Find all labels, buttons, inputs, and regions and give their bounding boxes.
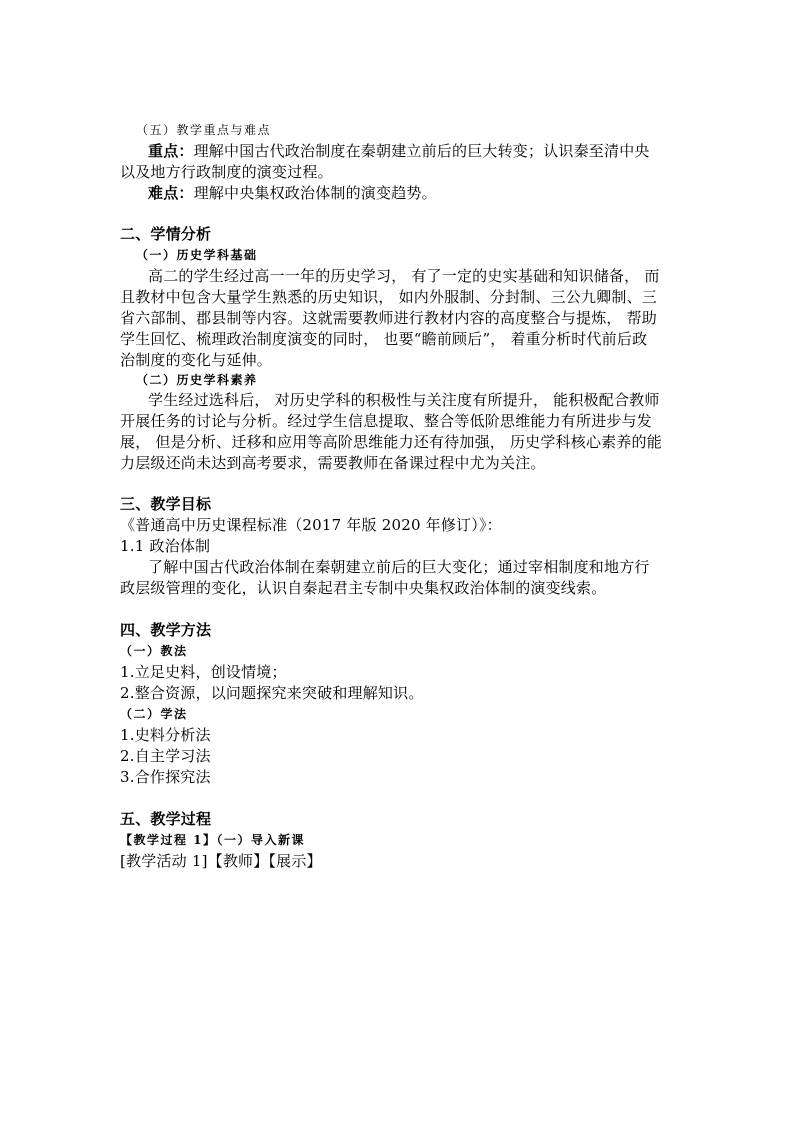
paragraph-line: 治制度的变化与延伸。 bbox=[120, 351, 273, 369]
key-point-text: 理解中国古代政治制度在秦朝建立前后的巨大转变；认识秦至清中央 bbox=[193, 142, 650, 160]
key-point-line-2: 以及地方行政制度的演变过程。 bbox=[120, 163, 333, 181]
difficulty-label: 难点： bbox=[148, 184, 194, 202]
learning-method-item: 2.自主学习法 bbox=[120, 747, 211, 765]
key-point-line-1 bbox=[148, 141, 650, 161]
paragraph-line: 省六部制、郡县制等内容。这就需要教师进行教材内容的高度整合与提炼， 帮助 bbox=[120, 309, 657, 327]
difficulty-line bbox=[148, 183, 437, 203]
objective-desc-line: 了解中国古代政治体制在秦朝建立前后的巨大变化；通过宰相制度和地方行 bbox=[148, 558, 650, 576]
part2-sub2-heading: （二）历史学科素养 bbox=[136, 373, 258, 387]
teaching-method-item: 2.整合资源，以问题探究来突破和理解知识。 bbox=[120, 684, 424, 702]
part2-sub1-heading: （一）历史学科基础 bbox=[136, 248, 258, 262]
teaching-activity-1: [教学活动 1]【教师】【展示】 bbox=[120, 852, 322, 870]
paragraph-line: 学生回忆、梳理政治制度演变的同时， 也要“瞻前顾后”， 着重分析时代前后政 bbox=[120, 330, 648, 348]
teaching-process-1: 【教学过程 1】（一）导入新课 bbox=[120, 833, 306, 847]
key-point-label: 重点： bbox=[148, 142, 194, 160]
objective-item: 1.1 政治体制 bbox=[120, 537, 211, 555]
part2-heading: 二、学情分析 bbox=[120, 225, 212, 243]
paragraph-line: 且教材中包含大量学生熟悉的历史知识， 如内外服制、分封制、三公九卿制、三 bbox=[120, 288, 657, 306]
learning-method-heading: （二）学法 bbox=[120, 707, 188, 721]
learning-method-item: 1.史料分析法 bbox=[120, 726, 211, 744]
part3-heading: 三、教学目标 bbox=[120, 495, 212, 513]
objective-desc-line: 政层级管理的变化，认识自秦起君主专制中央集权政治体制的演变线索。 bbox=[120, 579, 607, 597]
section-heading-key-points: （五）教学重点与难点 bbox=[136, 123, 272, 137]
difficulty-text: 理解中央集权政治体制的演变趋势。 bbox=[193, 184, 437, 202]
teaching-method-item: 1.立足史料，创设情境； bbox=[120, 663, 287, 681]
paragraph-line: 高二的学生经过高一一年的历史学习， 有了一定的史实基础和知识储备， 而 bbox=[148, 267, 660, 285]
curriculum-standard: 《普通高中历史课程标准（2017 年版 2020 年修订）》： bbox=[120, 516, 502, 534]
paragraph-line: 开展任务的讨论与分析。经过学生信息提取、整合等低阶思维能力有所进步与发 bbox=[120, 412, 653, 430]
part5-heading: 五、教学过程 bbox=[120, 810, 212, 828]
teaching-method-heading: （一）教法 bbox=[120, 644, 188, 658]
learning-method-item: 3.合作探究法 bbox=[120, 768, 211, 786]
part4-heading: 四、教学方法 bbox=[120, 621, 212, 639]
paragraph-line: 展， 但是分析、迁移和应用等高阶思维能力还有待加强， 历史学科核心素养的能 bbox=[120, 433, 662, 451]
paragraph-line: 力层级还尚未达到高考要求，需要教师在备课过程中尤为关注。 bbox=[120, 454, 546, 472]
paragraph-line: 学生经过选科后， 对历史学科的积极性与关注度有所提升， 能积极配合教师 bbox=[148, 391, 660, 409]
